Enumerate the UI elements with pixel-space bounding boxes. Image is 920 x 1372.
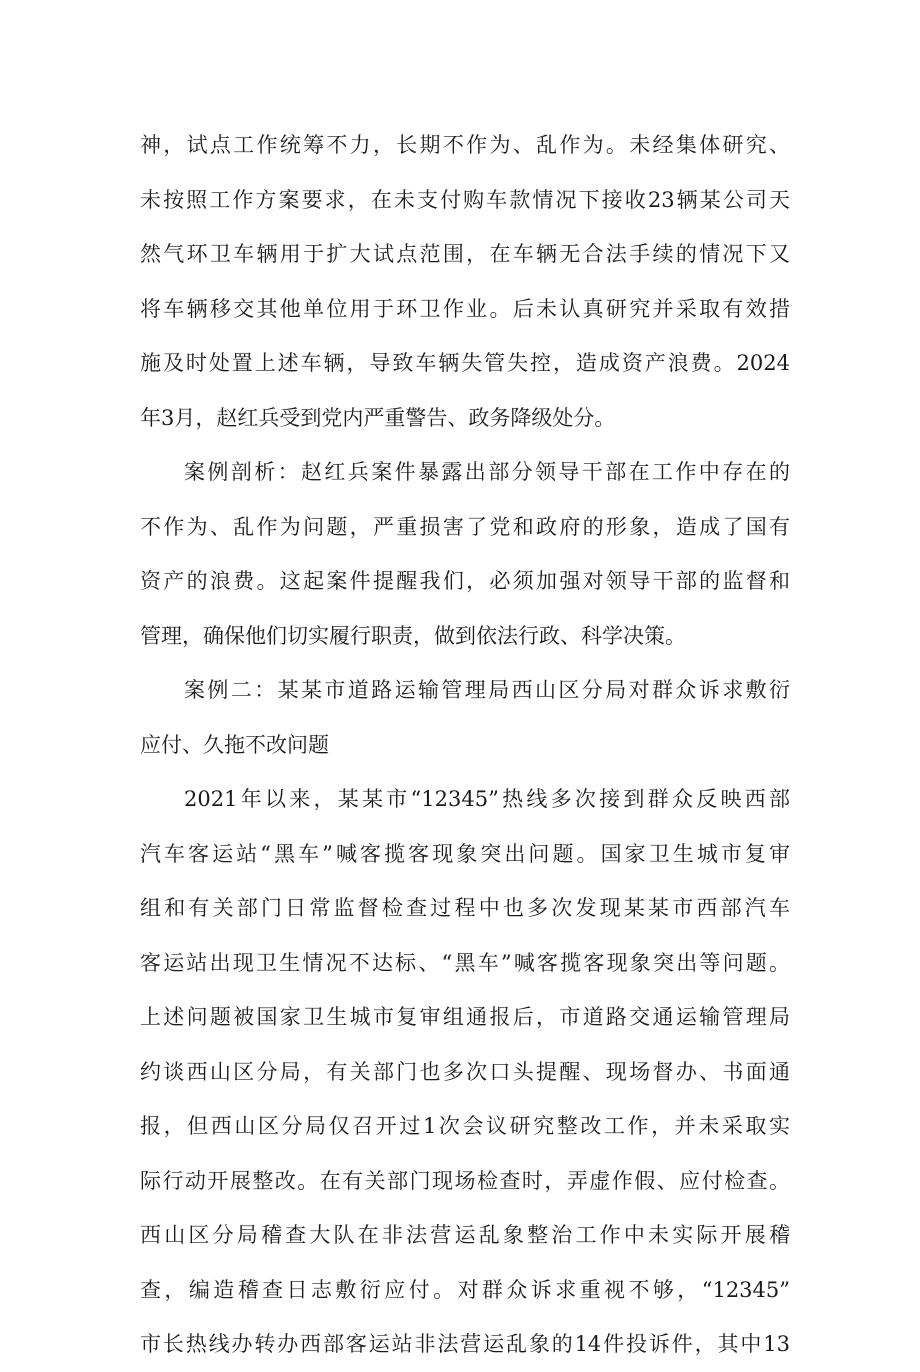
paragraph-3-line: 报，但西山区分局仅召开过1次会议研究整改工作，并未采取实 (140, 1114, 790, 1138)
paragraph-3-line: 约谈西山区分局，有关部门也多次口头提醒、现场督办、书面通 (140, 1059, 790, 1084)
paragraph-1-line: 施及时处置上述车辆，导致车辆失管失控，造成资产浪费。2024 (140, 351, 790, 375)
paragraph-3-line: 组和有关部门日常监督检查过程中也多次发现某某市西部汽车 (140, 896, 790, 920)
paragraph-3-line: 查，编造稽查日志敷衍应付。对群众诉求重视不够，“12345” (140, 1277, 790, 1302)
paragraph-1-line: 年3月，赵红兵受到党内严重警告、政务降级处分。 (140, 405, 616, 430)
paragraph-3-line: 市长热线办转办西部客运站非法营运乱象的14件投诉件，其中13 (140, 1332, 790, 1356)
paragraph-2-line: 管理，确保他们切实履行职责，做到依法行政、科学决策。 (140, 623, 686, 648)
paragraph-3-line: 际行动开展整改。在有关部门现场检查时，弄虚作假、应付检查。 (140, 1168, 790, 1193)
document-body (140, 118, 790, 1372)
case-title-line: 应付、久拖不改问题 (140, 732, 329, 757)
paragraph-3-line: 西山区分局稽查大队在非法营运乱象整治工作中未实际开展稽 (140, 1223, 790, 1247)
paragraph-2-line: 资产的浪费。这起案件提醒我们，必须加强对领导干部的监督和 (140, 569, 790, 593)
case-title-line: 案例二：某某市道路运输管理局西山区分局对群众诉求敷衍 (184, 678, 790, 702)
paragraph-1-line: 将车辆移交其他单位用于环卫作业。后未认真研究并采取有效措 (140, 296, 790, 321)
paragraph-3-line: 客运站出现卫生情况不达标、“黑车”喊客揽客现象突出等问题。 (140, 950, 790, 975)
paragraph-3-line: 汽车客运站“黑车”喊客揽客现象突出问题。国家卫生城市复审 (140, 841, 790, 866)
paragraph-1-line: 未按照工作方案要求，在未支付购车款情况下接收23辆某公司天 (140, 187, 790, 212)
paragraph-2-line: 不作为、乱作为问题，严重损害了党和政府的形象，造成了国有 (140, 514, 790, 539)
paragraph-3-line: 上述问题被国家卫生城市复审组通报后，市道路交通运输管理局 (140, 1005, 790, 1029)
paragraph-3-line: 2021年以来，某某市“12345”热线多次接到群众反映西部 (184, 787, 790, 811)
paragraph-1-line: 神，试点工作统筹不力，长期不作为、乱作为。未经集体研究、 (140, 133, 790, 157)
paragraph-2-line: 案例剖析：赵红兵案件暴露出部分领导干部在工作中存在的 (184, 460, 790, 484)
paragraph-1-line: 然气环卫车辆用于扩大试点范围，在车辆无合法手续的情况下又 (140, 242, 790, 266)
